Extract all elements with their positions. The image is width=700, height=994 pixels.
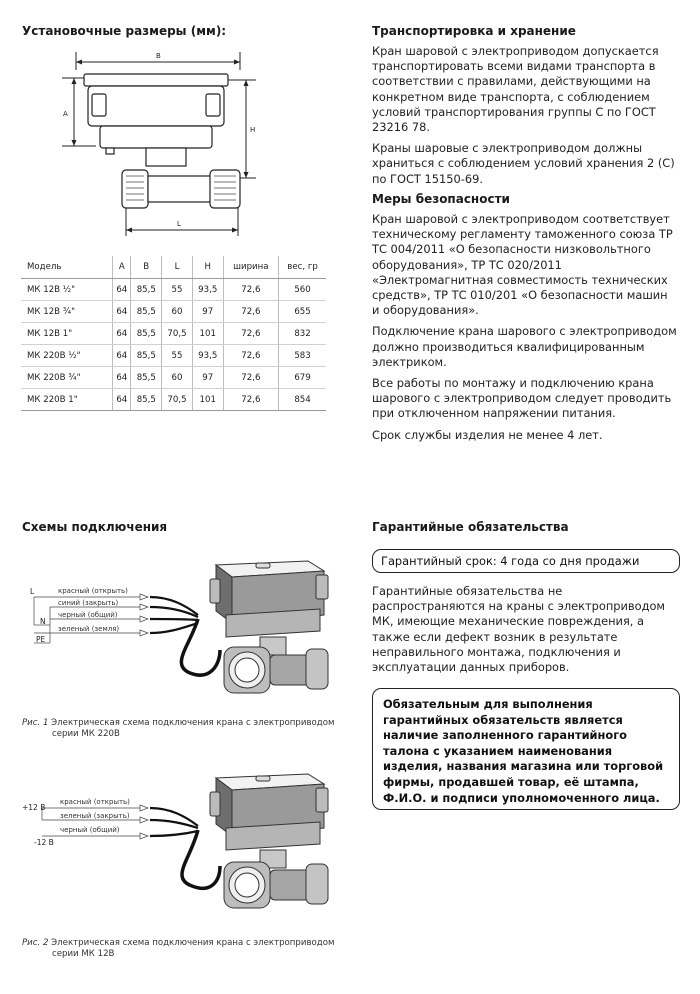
- col-header: A: [113, 256, 131, 279]
- table-cell: МК 12В 1": [21, 323, 113, 345]
- warranty-notice-box: [372, 688, 680, 810]
- table-cell: МК 220В ¾": [21, 367, 113, 389]
- table-cell: 85,5: [131, 367, 162, 389]
- table-cell: 72,6: [223, 345, 279, 367]
- pin-label: PE: [36, 635, 46, 644]
- table-cell: 55: [162, 279, 193, 301]
- table-cell: 97: [192, 367, 223, 389]
- caption-text: Электрическая схема подключения крана с электроприводом: [51, 938, 335, 948]
- table-row: [21, 389, 326, 411]
- table-cell: 64: [113, 301, 131, 323]
- warranty-exclusions: [372, 584, 678, 681]
- wire-label: зеленый (земля): [58, 625, 120, 633]
- caption-prefix: Рис. 1: [22, 718, 49, 728]
- caption-text: Электрическая схема подключения крана с электроприводом: [51, 718, 335, 728]
- col-header: L: [162, 256, 193, 279]
- table-cell: 97: [192, 301, 223, 323]
- table-cell: МК 12В ½": [21, 279, 113, 301]
- table-cell: 85,5: [131, 323, 162, 345]
- table-cell: 93,5: [192, 345, 223, 367]
- safety-paragraph-3: Все работы по монтажу и подключению крана шарового с электроприводом следует проводить при отключенном напряжении питания.: [372, 376, 672, 421]
- table-cell: МК 220В 1": [21, 389, 113, 411]
- table-cell: 101: [192, 389, 223, 411]
- caption-prefix: Рис. 2: [22, 938, 49, 948]
- dim-label-a: A: [63, 110, 68, 118]
- wiring-diagram-220v: [20, 545, 350, 710]
- transport-paragraph-2: Краны шаровые с электроприводом должны храниться с соблюдением условий хранения 2 (С) по ГОСТ 15150-69.: [372, 141, 675, 186]
- table-header-row: [21, 256, 326, 279]
- table-row: [21, 345, 326, 367]
- table-cell: 72,6: [223, 279, 279, 301]
- dimensions-table: [21, 256, 326, 411]
- pin-label: -12 В: [34, 838, 54, 847]
- col-header: вес, гр: [279, 256, 326, 279]
- table-cell: 64: [113, 389, 131, 411]
- caption-text: серии МК 12В: [52, 949, 115, 959]
- safety-paragraph-2: Подключение крана шарового с электроприводом должно производиться квалифицированным электриком.: [372, 324, 677, 369]
- pin-label: +12 В: [22, 803, 46, 812]
- schemes-heading: Схемы подключения: [22, 520, 168, 534]
- table-cell: 64: [113, 367, 131, 389]
- table-cell: 854: [279, 389, 326, 411]
- table-cell: 85,5: [131, 389, 162, 411]
- col-header: H: [192, 256, 223, 279]
- warranty-term-box: [372, 549, 680, 573]
- wire-label: красный (открыть): [60, 798, 130, 806]
- table-cell: 60: [162, 367, 193, 389]
- safety-paragraph-1: Кран шаровой с электроприводом соответствует техническому регламенту таможенного союза ТР ТС 004/2011 «О безопасности низковольтного оборудования», ТР ТС 020/2011 «Электромагнитная совместимость технических средств», ТР ТС 010/201 «О безопасности машин и оборудования».: [372, 212, 673, 318]
- pin-label: L: [30, 587, 35, 596]
- caption-text: серии МК 220В: [52, 729, 120, 739]
- warranty-notice-text: Обязательным для выполнения гарантийных обязательств является наличие заполненного гарантийного талона с указанием наименования изделия, названия магазина или торговой фирмы, продавшей товар, её штампа, Ф.И.О. и подписи уполномоченного лица.: [383, 697, 664, 805]
- table-cell: МК 220В ½": [21, 345, 113, 367]
- valve-dimension-drawing: [60, 48, 270, 248]
- table-cell: 72,6: [223, 323, 279, 345]
- table-cell: 55: [162, 345, 193, 367]
- table-cell: 679: [279, 367, 326, 389]
- table-cell: 60: [162, 301, 193, 323]
- safety-heading: Меры безопасности: [372, 192, 510, 206]
- figure-2-caption: [22, 938, 352, 960]
- figure-1-caption: [22, 718, 352, 740]
- warranty-heading: Гарантийные обязательства: [372, 520, 569, 534]
- transport-paragraph-1: Кран шаровой с электроприводом допускается транспортировать всеми видами транспорта в соответствии с правилами, действующими на конкретном виде транспорта, с соблюдением условий транспортирования группы С по ГОСТ 23216 78.: [372, 44, 659, 135]
- wire-label: синий (закрыть): [58, 599, 119, 607]
- table-cell: 64: [113, 323, 131, 345]
- table-cell: 64: [113, 279, 131, 301]
- table-cell: 64: [113, 345, 131, 367]
- col-header: Модель: [21, 256, 113, 279]
- warranty-paragraph: Гарантийные обязательства не распространяются на краны с электроприводом МК, имеющие механические повреждения, а также если дефект возник в результате неправильного монтажа, подключения и эксплуатации данных приборов.: [372, 584, 666, 675]
- dim-label-l: L: [177, 220, 181, 228]
- safety-paragraph-4: Срок службы изделия не менее 4 лет.: [372, 427, 603, 442]
- wire-label: красный (открыть): [58, 587, 128, 595]
- wire-label: черный (общий): [60, 826, 120, 834]
- table-row: [21, 323, 326, 345]
- safety-section: [372, 192, 678, 449]
- col-header: ширина: [223, 256, 279, 279]
- table-cell: 101: [192, 323, 223, 345]
- col-header: B: [131, 256, 162, 279]
- wiring-diagram-12v: [20, 768, 350, 933]
- table-cell: 655: [279, 301, 326, 323]
- table-cell: 72,6: [223, 367, 279, 389]
- table-row: [21, 367, 326, 389]
- dims-heading: Установочные размеры (мм):: [22, 24, 227, 38]
- wire-label: черный (общий): [58, 611, 118, 619]
- table-row: [21, 279, 326, 301]
- table-cell: 832: [279, 323, 326, 345]
- table-cell: МК 12В ¾": [21, 301, 113, 323]
- table-cell: 583: [279, 345, 326, 367]
- transport-heading: Транспортировка и хранение: [372, 24, 576, 38]
- table-cell: 70,5: [162, 323, 193, 345]
- valve-12v-illustration: [20, 768, 350, 933]
- dim-label-b: B: [156, 52, 161, 60]
- table-cell: 85,5: [131, 279, 162, 301]
- warranty-term-text: Гарантийный срок: 4 года со дня продажи: [381, 554, 640, 568]
- table-cell: 560: [279, 279, 326, 301]
- table-cell: 70,5: [162, 389, 193, 411]
- pin-label: N: [40, 617, 46, 626]
- wire-label: зеленый (закрыть): [60, 812, 130, 820]
- table-cell: 85,5: [131, 301, 162, 323]
- transport-section: [372, 24, 678, 193]
- table-row: [21, 301, 326, 323]
- table-cell: 93,5: [192, 279, 223, 301]
- dim-label-h: H: [250, 126, 256, 134]
- table-cell: 85,5: [131, 345, 162, 367]
- table-cell: 72,6: [223, 389, 279, 411]
- table-cell: 72,6: [223, 301, 279, 323]
